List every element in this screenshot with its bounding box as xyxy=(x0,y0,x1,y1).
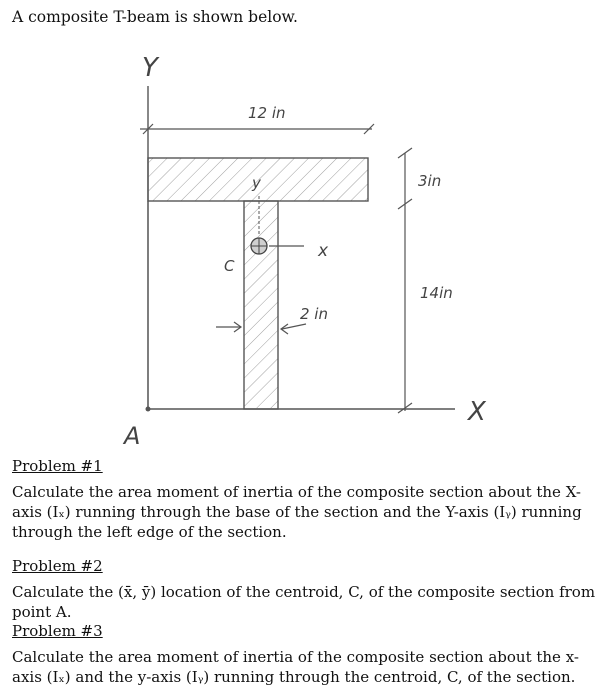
t-beam-diagram xyxy=(0,28,610,458)
flange-thickness-label: 3in xyxy=(418,172,442,190)
problem-2-text: Calculate the (x̄, ȳ) location of the centroid, C, of the composite section from point A. xyxy=(12,583,596,621)
y-axis-label: Y xyxy=(142,53,158,83)
intro-text: A composite T-beam is shown below. xyxy=(12,8,298,26)
problem-1-title: Problem #1 xyxy=(12,457,103,475)
problem-2-title: Problem #2 xyxy=(12,557,103,575)
problem-3 xyxy=(12,621,600,687)
web-width-label: 2 in xyxy=(300,305,328,323)
centroid-label: C xyxy=(224,257,235,275)
problem-1 xyxy=(12,456,600,542)
local-y-label: y xyxy=(252,174,261,192)
web-right-arrow xyxy=(282,324,306,329)
problem-2 xyxy=(12,556,600,622)
problem-3-title: Problem #3 xyxy=(12,622,103,640)
web xyxy=(244,201,278,409)
width-dimension-label: 12 in xyxy=(248,104,286,122)
problem-3-text: Calculate the area moment of inertia of the composite section about the x-axis (Iₓ) and the y-axis (Iᵧ) running through the centroid, C, of the section. xyxy=(12,648,579,686)
problem-1-text: Calculate the area moment of inertia of the composite section about the X-axis (Iₓ) running through the base of the section and the Y-axis (Iᵧ) running through the left edge of the section. xyxy=(12,483,582,541)
x-axis-label: X xyxy=(468,397,486,427)
local-x-label: x xyxy=(318,241,329,261)
point-a-label: A xyxy=(124,422,141,450)
height-dimension-label: 14in xyxy=(420,284,453,302)
